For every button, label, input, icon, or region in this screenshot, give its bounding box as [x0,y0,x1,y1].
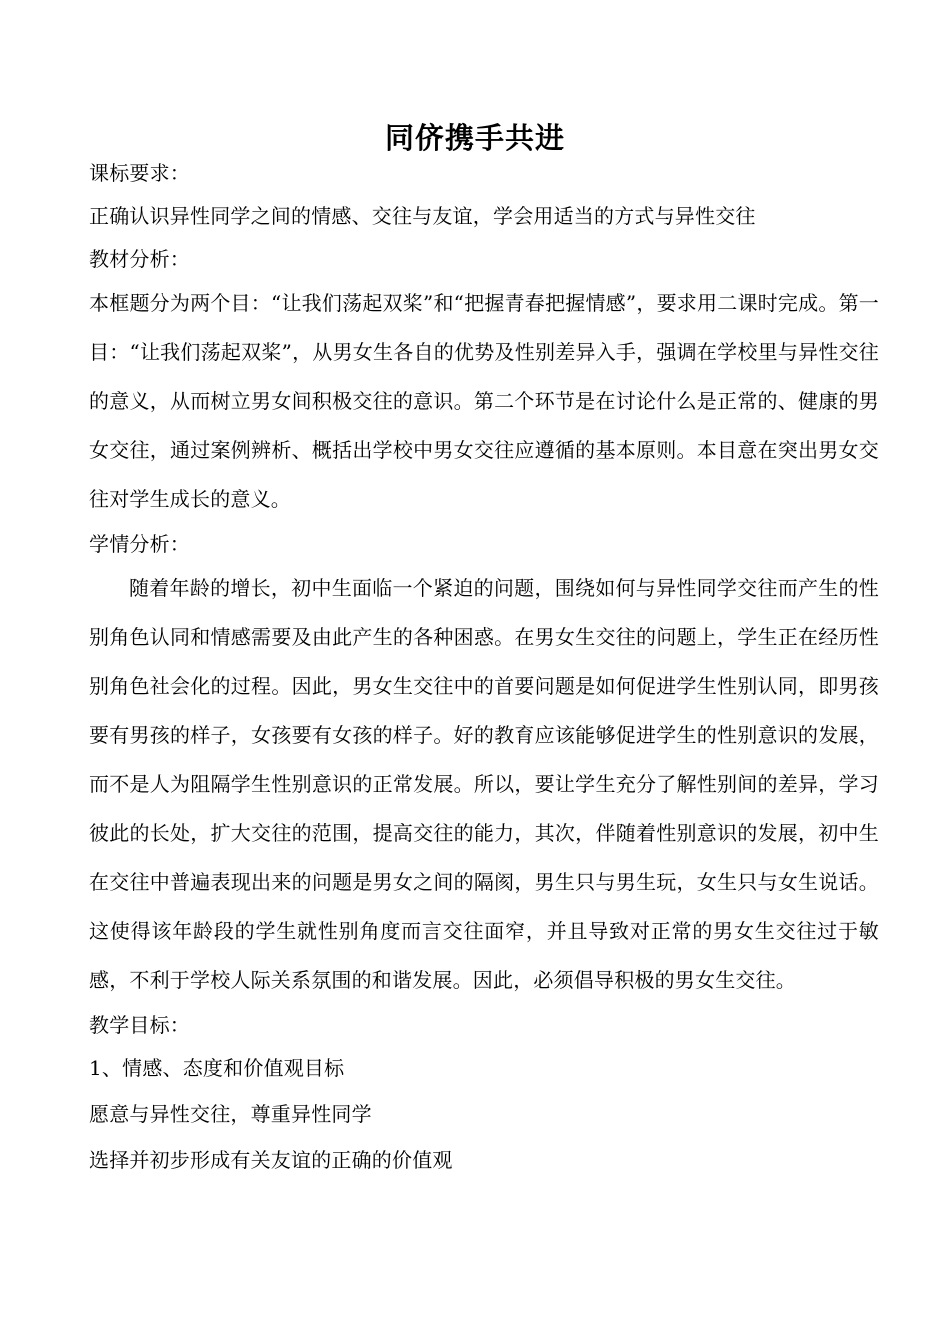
material-paragraph: 本框题分为两个目：“让我们荡起双桨”和“把握青春把握情感”，要求用二课时完成。第一目：“让我们荡起双桨”，从男女生各自的优势及性别差异入手，强调在学校里与异性交往的意义，从而树立男女间积极交往的意识。第二个环节是在讨论什么是正常的、健康的男女交往，通过案例辨析、概括出学校中男女交往应遵循的基本原则。本目意在突出男女交往对学生成长的意义。 [89,291,879,511]
document-body [89,153,879,1183]
goals-item-3: 选择并初步形成有关友谊的正确的价值观 [89,1148,453,1172]
goals-item-1: 1、情感、态度和价值观目标 [89,1056,345,1080]
goals-item-2: 愿意与异性交往，尊重异性同学 [89,1102,372,1126]
goals-heading: 教学目标： [89,1013,190,1037]
document-title: 同侪携手共进 [384,121,565,155]
curriculum-heading: 课标要求： [89,161,190,185]
students-paragraph: 随着年龄的增长，初中生面临一个紧迫的问题，围绕如何与异性同学交往而产生的性别角色认同和情感需要及由此产生的各种困惑。在男女生交往的问题上，学生正在经历性别角色社会化的过程。因此，男女生交往中的首要问题是如何促进学生性别认同，即男孩要有男孩的样子，女孩要有女孩的样子。好的教育应该能够促进学生的性别意识的发展，而不是人为阻隔学生性别意识的正常发展。所以，要让学生充分了解性别间的差异，学习彼此的长处，扩大交往的范围，提高交往的能力，其次，伴随着性别意识的发展，初中生在交往中普遍表现出来的问题是男女之间的隔阂，男生只与男生玩，女生只与女生说话。这使得该年龄段的学生就性别角度而言交往面窄，并且导致对正常的男女生交往过于敏感，不利于学校人际关系氛围的和谐发展。因此，必须倡导积极的男女生交往。 [89,576,879,992]
material-heading: 教材分析： [89,247,190,271]
curriculum-text: 正确认识异性同学之间的情感、交往与友谊，学会用适当的方式与异性交往 [89,204,756,228]
students-heading: 学情分析： [89,532,190,556]
